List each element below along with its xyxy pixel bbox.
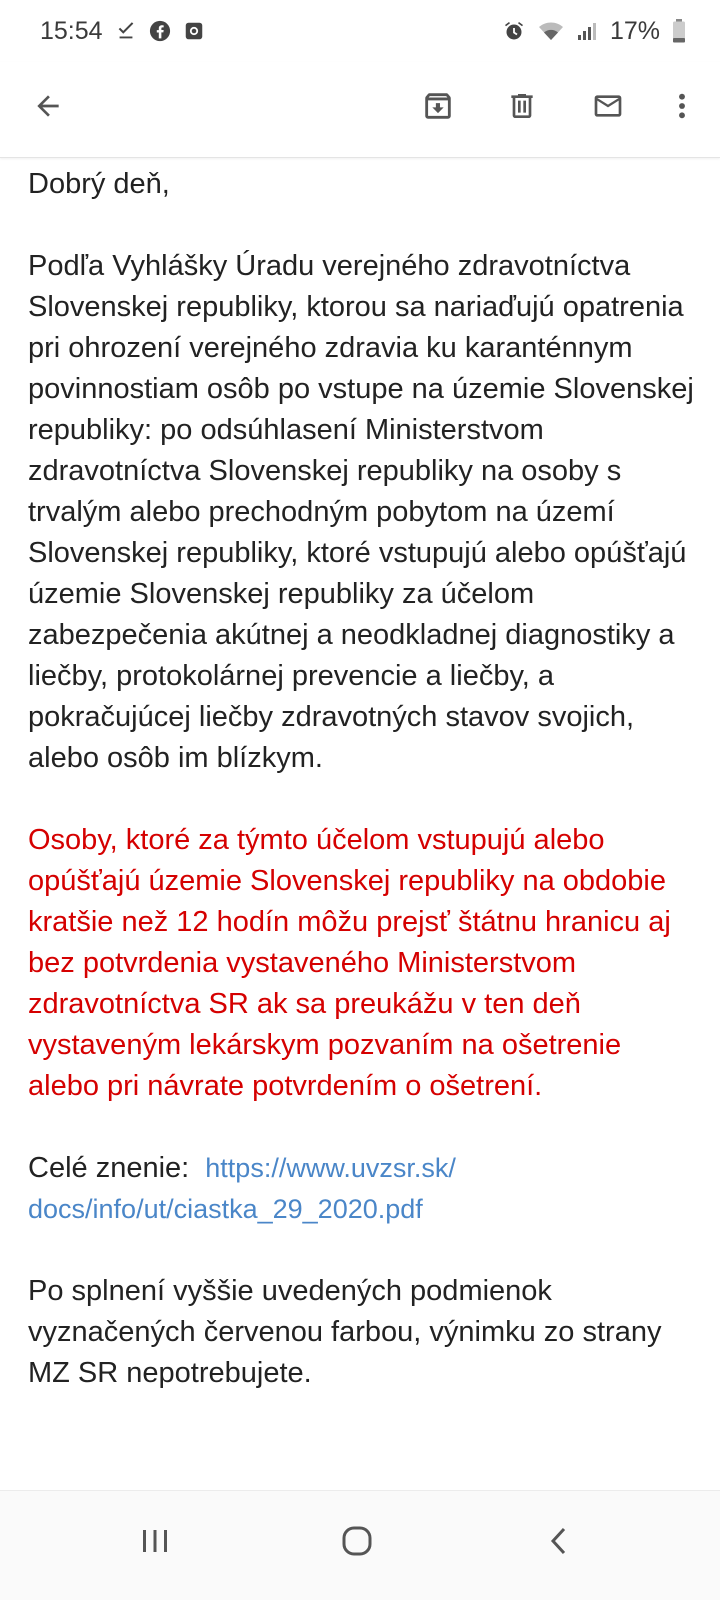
mark-unread-icon <box>590 90 626 127</box>
archive-button[interactable] <box>408 78 468 138</box>
facebook-icon <box>149 20 171 42</box>
battery-percent: 17% <box>609 16 660 45</box>
email-body <box>28 158 700 1488</box>
back-arrow-icon <box>32 90 64 127</box>
full-text-url-part-2: docs/info/ut/ciastka_29_2020.pdf <box>28 1194 423 1224</box>
full-text-url-part-1: https://www.uvzsr.sk/ <box>205 1153 456 1183</box>
recents-icon <box>140 1527 170 1560</box>
wifi-icon <box>538 20 564 42</box>
navigation-bar <box>0 1490 720 1600</box>
more-vert-icon <box>676 90 688 127</box>
recents-button[interactable] <box>120 1513 190 1573</box>
app-bar <box>0 62 720 158</box>
archive-icon <box>421 89 455 128</box>
delete-icon <box>506 89 538 128</box>
full-text-line <box>28 1148 700 1230</box>
download-done-icon <box>115 20 137 42</box>
full-text-label: Celé znenie: <box>28 1152 190 1184</box>
delete-button[interactable] <box>492 78 552 138</box>
status-bar <box>0 0 720 62</box>
signal-icon <box>576 20 598 42</box>
more-options-button[interactable] <box>652 78 712 138</box>
home-icon <box>340 1524 374 1563</box>
system-back-button[interactable] <box>524 1513 594 1573</box>
status-right <box>502 17 686 46</box>
home-button[interactable] <box>322 1513 392 1573</box>
screen-record-icon <box>183 20 205 42</box>
email-paragraph-last: Po splnení vyššie uvedených podmienok vyznačených červenou farbou, výnimku zo strany MZ SR nepotrebujete. <box>28 1275 662 1389</box>
email-paragraph-highlighted: Osoby, ktoré za týmto účelom vstupujú alebo opúšťajú územie Slovenskej republiky na obdobie kratšie než 12 hodín môžu prejsť štátnu hranicu aj bez potvrdenia vystaveného Ministerstvom zdravotníctva SR ak sa preukážu v ten deň vystaveným lekárskym pozvaním na ošetrenie alebo pri návrate potvrdením o ošetrení. <box>28 824 671 1102</box>
status-time: 15:54 <box>40 16 103 45</box>
email-greeting: Dobrý deň, <box>28 168 170 200</box>
mark-unread-button[interactable] <box>578 78 638 138</box>
back-icon <box>548 1525 570 1562</box>
status-left <box>40 17 205 46</box>
alarm-icon <box>502 19 526 43</box>
battery-icon <box>672 19 686 43</box>
email-paragraph-1: Podľa Vyhlášky Úradu verejného zdravotníctva Slovenskej republiky, ktorou sa nariaďujú opatrenia pri ohrození verejného zdravia ku karanténnym povinnostiam osôb po vstupe na územie Slovenskej republiky: po odsúhlasení Ministerstvom zdravotníctva Slovenskej republiky na osoby s trvalým alebo prechodným pobytom na území Slovenskej republiky, ktoré vstupujú alebo opúšťajú územie Slovenskej republiky za účelom zabezpečenia akútnej a neodkladnej diagnostiky a liečby, protokolárnej prevencie a liečby, a pokračujúcej liečby zdravotných stavov svojich, alebo osôb im blízkym. <box>28 250 694 774</box>
back-button[interactable] <box>18 78 78 138</box>
